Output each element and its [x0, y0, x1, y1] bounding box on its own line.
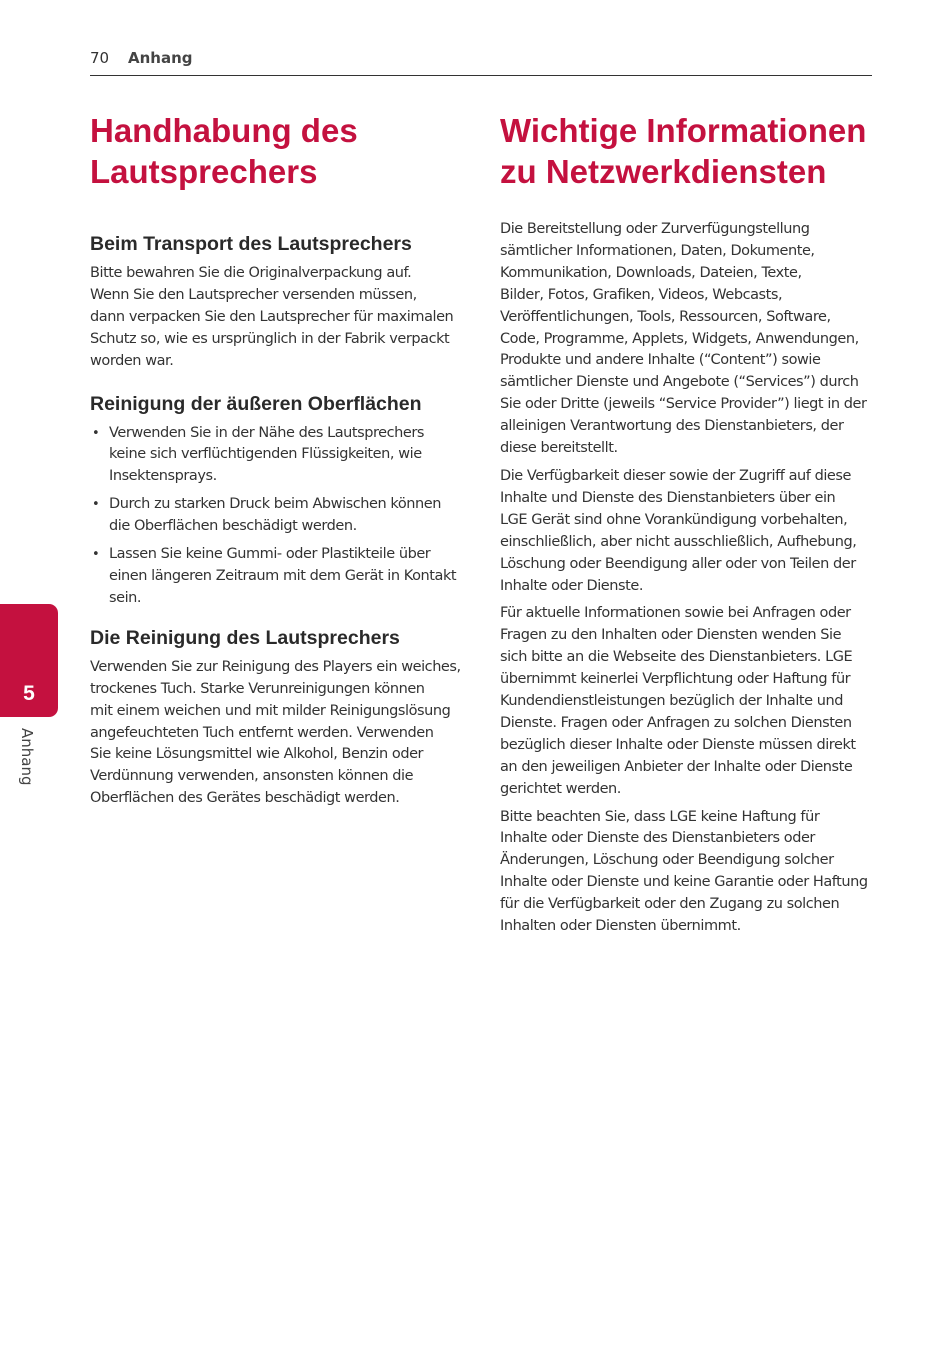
text-line: Oberflächen des Gerätes beschädigt werden.: [90, 790, 400, 807]
text-line: Durch zu starken Druck beim Abwischen können: [109, 496, 441, 513]
right-column: [500, 110, 878, 938]
text-line: Für aktuelle Informationen sowie bei Anfragen oder: [500, 605, 851, 622]
paragraph-contact: [500, 603, 878, 800]
text-line: Lassen Sie keine Gummi- oder Plastikteile über: [109, 546, 431, 563]
text-line: Dienste. Fragen oder Anfragen zu solchen Diensten: [500, 714, 852, 731]
text-line: Bitte beachten Sie, dass LGE keine Haftung für: [500, 808, 820, 825]
text-line: die Oberflächen beschädigt werden.: [109, 518, 357, 535]
text-line: Sie oder Dritte (jeweils “Service Provider”) liegt in der: [500, 396, 867, 413]
text-line: sämtlicher Informationen, Daten, Dokumente,: [500, 242, 815, 259]
text-line: Kommunikation, Downloads, Dateien, Texte,: [500, 264, 802, 281]
text-line: Sie keine Lösungsmittel wie Alkohol, Benzin oder: [90, 746, 424, 763]
text-line: Inhalte oder Dienste.: [500, 577, 643, 594]
text-line: Inhalte und Dienste des Dienstanbieters über ein: [500, 489, 836, 506]
cleaning-surfaces-list: [90, 423, 468, 610]
left-title: [90, 110, 468, 192]
text-line: Verdünnung verwenden, ansonsten können die: [90, 768, 414, 785]
text-line: Schutz so, wie es ursprünglich in der Fabrik verpackt: [90, 330, 450, 347]
paragraph-liability: [500, 807, 878, 938]
text-line: Bilder, Fotos, Grafiken, Videos, Webcasts,: [500, 286, 783, 303]
text-line: Inhalten oder Diensten übernimmt.: [500, 918, 741, 935]
text-line: Bitte bewahren Sie die Originalverpackung auf.: [90, 265, 412, 281]
bullet-icon: •: [92, 547, 100, 563]
list-item: [90, 423, 468, 489]
text-line: Wenn Sie den Lautsprecher versenden müssen,: [90, 286, 417, 303]
text-line: trockenes Tuch. Starke Verunreinigungen können: [90, 680, 425, 697]
right-title-line: Wichtige Informationen: [500, 112, 867, 149]
text-line: alleinigen Verantwortung des Dienstanbieters, der: [500, 418, 844, 435]
text-line: Löschung oder Beendigung aller oder von Teilen der: [500, 555, 856, 572]
text-line: sich bitte an die Webseite des Dienstanbieters. LGE: [500, 649, 853, 666]
chapter-number: 5: [23, 682, 35, 705]
text-line: Produkte und andere Inhalte (“Content”) sowie: [500, 352, 821, 369]
text-line: Code, Programme, Applets, Widgets, Anwendungen,: [500, 330, 859, 347]
text-line: einschließlich, aber nicht ausschließlich, Aufhebung,: [500, 533, 857, 550]
text-line: einen längeren Zeitraum mit dem Gerät in Kontakt: [109, 567, 457, 584]
text-line: Verwenden Sie zur Reinigung des Players ein weiches,: [90, 658, 461, 675]
speaker-cleaning-heading: Die Reinigung des Lautsprechers: [90, 626, 400, 649]
right-title-line: zu Netzwerkdiensten: [500, 153, 827, 190]
left-title-line: Lautsprechers: [90, 153, 318, 190]
cleaning-surfaces-heading: Reinigung der äußeren Oberflächen: [90, 392, 422, 415]
text-line: Fragen zu den Inhalten oder Diensten wenden Sie: [500, 627, 842, 644]
bullet-icon: •: [92, 425, 100, 441]
chapter-tab: [0, 604, 58, 717]
text-line: dann verpacken Sie den Lautsprecher für maximalen: [90, 308, 454, 325]
page-number: 70: [90, 49, 110, 67]
text-line: mit einem weichen und mit milder Reinigungslösung: [90, 702, 451, 719]
text-line: sein.: [109, 589, 142, 606]
paragraph-availability: [500, 466, 878, 597]
left-title-line: Handhabung des: [90, 112, 358, 149]
text-line: Die Verfügbarkeit dieser sowie der Zugriff auf diese: [500, 467, 851, 484]
list-item: [90, 544, 468, 610]
paragraph-provision: [500, 219, 878, 460]
section-name: Anhang: [128, 49, 193, 67]
text-line: diese bereitstellt.: [500, 440, 618, 457]
text-line: worden war.: [90, 352, 174, 369]
text-line: Inhalte oder Dienste und keine Garantie oder Haftung: [500, 874, 868, 891]
text-line: bezüglich dieser Inhalte oder Dienste müssen direkt: [500, 736, 856, 753]
text-line: LGE Gerät sind ohne Vorankündigung vorbehalten,: [500, 511, 848, 528]
text-line: Die Bereitstellung oder Zurverfügungstellung: [500, 221, 810, 237]
text-line: für die Verfügbarkeit oder den Zugang zu solchen: [500, 896, 840, 913]
text-line: gerichtet werden.: [500, 780, 621, 797]
text-line: Inhalte oder Dienste des Dienstanbieters oder: [500, 830, 815, 847]
text-line: Änderungen, Löschung oder Beendigung solcher: [500, 852, 834, 869]
chapter-label: Anhang: [18, 728, 36, 786]
text-line: Veröffentlichungen, Tools, Ressourcen, Software,: [500, 308, 831, 325]
right-title: [500, 110, 878, 192]
bullet-icon: •: [92, 497, 100, 513]
text-line: Insektensprays.: [109, 468, 217, 485]
page-header: [90, 48, 872, 76]
transport-heading: Beim Transport des Lautsprechers: [90, 233, 412, 255]
speaker-cleaning-text: [90, 657, 468, 810]
text-line: keine sich verflüchtigenden Flüssigkeiten, wie: [109, 446, 422, 463]
list-item: [90, 494, 468, 538]
text-line: sämtlicher Dienste und Angebote (“Services”) durch: [500, 374, 859, 391]
text-line: Kundendienstleistungen bezüglich der Inhalte und: [500, 693, 844, 710]
text-line: an den jeweiligen Anbieter der Inhalte oder Dienste: [500, 758, 853, 775]
transport-text: [90, 263, 468, 373]
text-line: Verwenden Sie in der Nähe des Lautsprechers: [109, 424, 425, 441]
left-column: [90, 110, 468, 810]
text-line: angefeuchteten Tuch entfernt werden. Verwenden: [90, 724, 434, 741]
text-line: übernimmt keinerlei Verpflichtung oder Haftung für: [500, 671, 851, 688]
